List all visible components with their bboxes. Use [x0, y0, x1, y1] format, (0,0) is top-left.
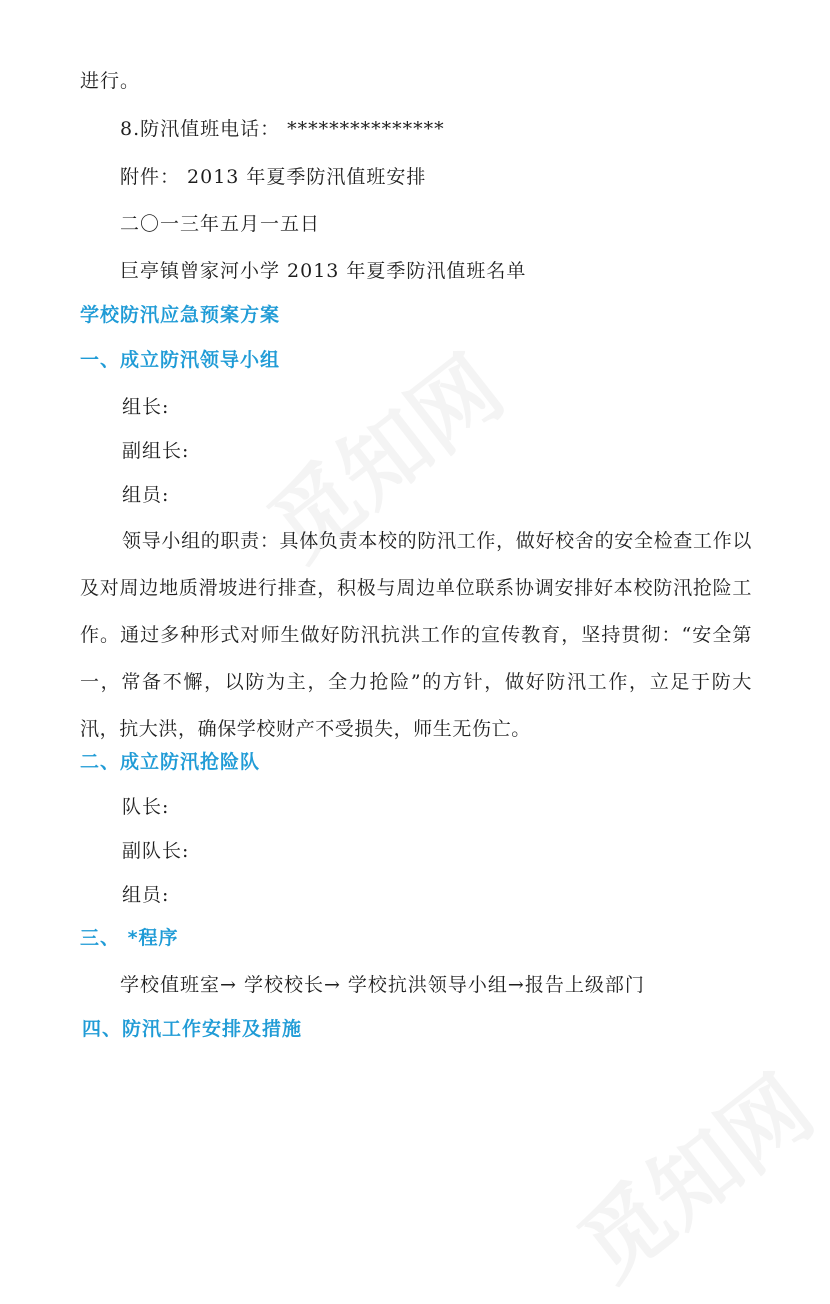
- text-line: 队长:: [122, 796, 170, 818]
- section-heading-1: 一、成立防汛领导小组: [80, 349, 281, 371]
- text-line: 副队长:: [122, 840, 190, 862]
- text-line: 组员:: [122, 484, 170, 506]
- text-line: 组员:: [122, 884, 170, 906]
- section-title: 学校防汛应急预案方案: [80, 304, 281, 326]
- text-line: 进行。: [80, 70, 141, 92]
- text-line: 组长:: [122, 396, 170, 418]
- section-heading-3: 三、 *程序: [80, 927, 179, 949]
- text-line: 附件： 2013 年夏季防汛值班安排: [120, 166, 427, 188]
- section-heading-2: 二、成立防汛抢险队: [80, 751, 261, 773]
- text-line: 巨亭镇曾家河小学 2013 年夏季防汛值班名单: [120, 260, 527, 282]
- watermark-text-bottom: [549, 1042, 830, 1304]
- procedure-line: 学校值班室→ 学校校长→ 学校抗洪领导小组→报告上级部门: [120, 974, 645, 996]
- text-line: 副组长:: [122, 440, 190, 462]
- text-line: 8.防汛值班电话： ***************: [120, 118, 445, 140]
- text-line: 二〇一三年五月一五日: [120, 213, 321, 235]
- duty-paragraph: 领导小组的职责：具体负责本校的防汛工作，做好校舍的安全检查工作以及对周边地质滑坡进行排查，积极与周边单位联系协调安排好本校防汛抢险工作。通过多种形式对师生做好防汛抗洪工作的宣传教育，坚持贯彻：“安全第一，常备不懈，以防为主，全力抢险”的方针，做好防汛工作，立足于防大汛，抗大洪，确保学校财产不受损失，师生无伤亡。: [80, 530, 752, 740]
- section-heading-4: 四、防汛工作安排及措施: [82, 1018, 303, 1040]
